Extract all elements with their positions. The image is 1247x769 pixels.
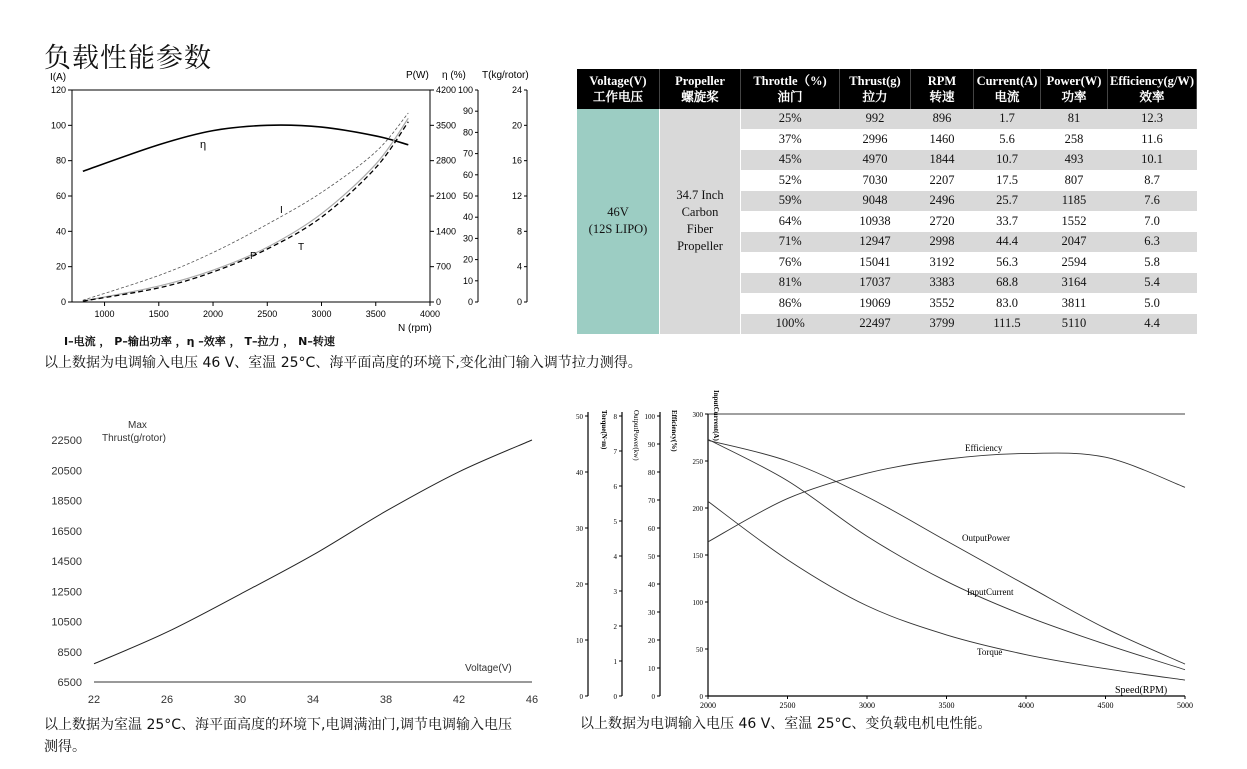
chart2-x-label: Voltage(V) — [465, 663, 512, 674]
table-cell: 10938 — [840, 211, 911, 232]
chart1-x-label: N (rpm) — [398, 323, 432, 334]
chart1-y-t-label: 0 — [516, 297, 522, 307]
table-cell: 17037 — [840, 273, 911, 294]
chart1-x-tick-label: 3500 — [365, 309, 386, 319]
chart3-eff-label: 50 — [648, 553, 655, 561]
chart1-y-left-label: 60 — [55, 191, 66, 201]
chart3-current-label: 50 — [696, 646, 703, 654]
chart1-axes — [72, 90, 527, 302]
table-cell: 992 — [840, 109, 911, 129]
chart3-power-label: 0 — [613, 693, 617, 701]
chart3-power-label: 6 — [613, 483, 617, 491]
table-header-cell: Current(A) 电流 — [974, 69, 1041, 109]
chart1-x-tick-label: 2000 — [203, 309, 224, 319]
table-cell: 15041 — [840, 252, 911, 273]
chart2-y-tick-label: 10500 — [51, 616, 82, 629]
chart3-power-label: 5 — [613, 518, 617, 526]
table-cell: 83.0 — [974, 293, 1041, 314]
table-cell: 5.6 — [974, 129, 1041, 150]
table-cell: 258 — [1041, 129, 1108, 150]
table-cell: 4970 — [840, 150, 911, 171]
load-performance-chart — [40, 66, 570, 346]
chart2-y-tick-label: 18500 — [51, 495, 82, 508]
chart1-i-line — [83, 113, 408, 300]
table-cell: 3799 — [911, 314, 974, 335]
chart3-power-label: 3 — [613, 588, 617, 596]
voltage-thrust-chart — [40, 412, 550, 710]
table-cell: 52% — [741, 170, 840, 191]
table-cell: 3552 — [911, 293, 974, 314]
chart3-x-label: Speed(RPM) — [1115, 685, 1168, 696]
chart3-eff-label: 90 — [648, 441, 655, 449]
chart1-y-eta-label: 80 — [462, 127, 473, 138]
chart3-eff-label: 70 — [648, 497, 655, 505]
chart1-y-left-label: 40 — [55, 226, 66, 237]
chart1-x-tick-label: 4000 — [419, 309, 441, 319]
chart3-current-label: 250 — [692, 458, 703, 466]
chart2-y-tick-label: 14500 — [51, 556, 82, 568]
chart1-i-curve-label: I — [280, 205, 283, 216]
chart2-y-tick-label: 16500 — [51, 525, 82, 538]
chart1-y-eta-label: 30 — [462, 233, 473, 244]
chart3-eff-label: 80 — [648, 469, 655, 477]
chart1-y-eta-label: 90 — [462, 106, 473, 117]
table-cell: 10.7 — [974, 150, 1041, 171]
table-cell: 2047 — [1041, 232, 1108, 253]
chart3-torque-line — [708, 501, 1185, 680]
chart3-torque-label: 50 — [576, 413, 583, 421]
chart3-current-label: 0 — [699, 693, 703, 701]
chart2-y-title-1: Max — [128, 420, 147, 431]
chart1-y-eta-label: 70 — [462, 148, 473, 159]
table-cell: 3164 — [1041, 273, 1108, 294]
note-load-test: 以上数据为电调输入电压 46 V、室温 25°C、变负载电机电性能。 — [580, 716, 992, 732]
page-title: 负载性能参数 — [44, 43, 212, 74]
table-cell: 45% — [741, 150, 840, 171]
chart1-x-tick-label: 1000 — [94, 309, 115, 319]
chart3-eff-label: 20 — [648, 637, 655, 645]
chart3-power-label: 4 — [613, 553, 617, 561]
chart2-x-tick-label: 46 — [525, 694, 539, 706]
table-cell: 25.7 — [974, 191, 1041, 212]
chart2-x-tick-label: 22 — [87, 694, 101, 706]
table-cell: 19069 — [840, 293, 911, 314]
chart3-power-label: 2 — [613, 623, 617, 631]
chart3-outputpower-label: OutputPower — [962, 533, 1010, 543]
table-cell: 2720 — [911, 211, 974, 232]
chart3-eff-label: 100 — [644, 413, 655, 421]
chart1-y-p-label: 2100 — [436, 191, 457, 201]
chart1-legend: I–电流 ， P–输出功率 ，η –效率 ， T–拉力 ， N–转速 — [64, 335, 335, 348]
propeller-cell: 34.7 Inch Carbon Fiber Propeller — [660, 109, 741, 334]
chart2-y-tick-label: 20500 — [51, 465, 82, 478]
chart1-y-eta-label: 50 — [462, 191, 473, 201]
chart1-eta-line — [83, 125, 408, 171]
chart1-p-curve-label: P — [250, 251, 257, 262]
chart2-thrust-line — [94, 440, 532, 664]
chart1-t-curve-label: T — [298, 242, 305, 253]
table-cell: 81 — [1041, 109, 1108, 129]
chart1-y-eta-label: 60 — [462, 169, 473, 180]
chart1-eta-curve-label: η — [200, 139, 207, 151]
motor-speed-chart — [572, 388, 1200, 712]
chart3-eff-label: 30 — [648, 609, 655, 617]
table-cell: 68.8 — [974, 273, 1041, 294]
chart3-eff-title: Efficiency(%) — [670, 410, 678, 452]
chart1-p-line — [83, 118, 408, 301]
chart3-efficiency-label: Efficiency — [965, 443, 1003, 453]
table-cell: 8.7 — [1108, 170, 1197, 191]
table-cell: 11.6 — [1108, 129, 1197, 150]
chart3-power-title: OutputPower(kw) — [632, 410, 640, 461]
table-header-cell: Propeller 螺旋桨 — [660, 69, 741, 109]
table-cell: 33.7 — [974, 211, 1041, 232]
chart3-x-tick-label: 2000 — [700, 701, 716, 710]
chart1-y-left-label: 0 — [60, 297, 66, 307]
table-cell: 71% — [741, 232, 840, 253]
table-cell: 22497 — [840, 314, 911, 335]
chart2-y-tick-label: 8500 — [57, 646, 82, 659]
table-header-cell: Thrust(g) 拉力 — [840, 69, 911, 109]
chart1-y-p-label: P(W) — [406, 70, 429, 81]
table-cell: 2996 — [840, 129, 911, 150]
chart3-torque-label: 30 — [576, 525, 583, 533]
note-voltage-test-line1: 以上数据为室温 25°C、海平面高度的环境下,电调满油门,调节电调输入电压 — [44, 717, 512, 733]
chart3-eff-label: 10 — [648, 665, 655, 673]
chart3-current-title: InputCurrent(A) — [712, 390, 720, 441]
table-cell: 7.0 — [1108, 211, 1197, 232]
chart1-y-eta-label: 10 — [462, 275, 473, 286]
chart3-x-tick-label: 2500 — [779, 701, 796, 710]
chart1-y-left-label: 120 — [50, 85, 66, 95]
chart3-torque-label: 0 — [579, 693, 583, 701]
table-cell: 5.0 — [1108, 293, 1197, 314]
chart2-x-tick-label: 26 — [160, 694, 174, 706]
chart3-inputcurrent-label: InputCurrent — [967, 587, 1014, 597]
chart3-current-label: 300 — [692, 411, 703, 419]
chart1-y-p-label: 3500 — [436, 120, 457, 131]
chart1-y-p-label: 2800 — [436, 155, 457, 166]
chart2-x-tick-label: 38 — [379, 694, 393, 706]
chart2-x-tick-label: 30 — [233, 694, 247, 706]
chart2-x-tick-label: 34 — [306, 694, 320, 706]
spec-table — [577, 69, 1197, 335]
table-cell: 5110 — [1041, 314, 1108, 335]
chart1-y-t-label: 16 — [511, 155, 522, 166]
table-cell: 896 — [911, 109, 974, 129]
table-cell: 10.1 — [1108, 150, 1197, 171]
table-cell: 59% — [741, 191, 840, 212]
chart2-y-tick-label: 22500 — [51, 435, 82, 447]
table-header-cell: Throttle（%) 油门 — [741, 69, 840, 109]
table-header-cell: Power(W) 功率 — [1041, 69, 1108, 109]
chart1-y-p-label: 700 — [436, 261, 452, 272]
table-header-row — [577, 69, 1197, 109]
table-cell: 2998 — [911, 232, 974, 253]
table-cell: 81% — [741, 273, 840, 294]
table-cell: 56.3 — [974, 252, 1041, 273]
table-cell: 1844 — [911, 150, 974, 171]
chart1-x-tick-label: 2500 — [257, 309, 278, 319]
chart3-efficiency-line — [708, 453, 1185, 542]
chart1-x-tick-label: 1500 — [148, 309, 169, 319]
chart3-current-label: 150 — [692, 552, 703, 560]
chart3-x-tick-label: 3500 — [938, 701, 955, 710]
chart3-power-label: 1 — [613, 658, 617, 666]
table-cell: 17.5 — [974, 170, 1041, 191]
chart3-current-label: 100 — [692, 599, 703, 607]
table-cell: 2594 — [1041, 252, 1108, 273]
chart1-y-p-label: 1400 — [436, 226, 457, 237]
chart1-y-t-label: 8 — [516, 226, 522, 237]
table-header-cell: Voltage(V) 工作电压 — [577, 69, 660, 109]
table-cell: 12.3 — [1108, 109, 1197, 129]
chart1-y-eta-label: η (%) — [442, 70, 466, 81]
table-cell: 2496 — [911, 191, 974, 212]
chart3-axes — [588, 412, 1185, 696]
chart1-y-t-label: T(kg/rotor) — [482, 70, 529, 81]
chart1-y-t-label: 24 — [511, 85, 522, 95]
chart1-y-t-label: 20 — [511, 120, 522, 131]
chart2-x-tick-label: 42 — [452, 694, 466, 706]
table-cell: 7030 — [840, 170, 911, 191]
chart2-y-tick-label: 12500 — [51, 586, 82, 599]
table-cell: 76% — [741, 252, 840, 273]
table-cell: 5.8 — [1108, 252, 1197, 273]
chart3-torque-title: Torque(N·m) — [600, 410, 608, 450]
table-cell: 1552 — [1041, 211, 1108, 232]
chart1-y-eta-label: 40 — [462, 212, 473, 223]
table-cell: 7.6 — [1108, 191, 1197, 212]
chart1-y-t-label: 4 — [516, 261, 522, 272]
table-header-cell: RPM 转速 — [911, 69, 974, 109]
table-cell: 807 — [1041, 170, 1108, 191]
table-cell: 12947 — [840, 232, 911, 253]
chart1-y-left-label: I(A) — [50, 72, 67, 83]
chart3-x-tick-label: 4500 — [1097, 701, 1114, 710]
chart3-eff-label: 60 — [648, 525, 655, 533]
chart3-x-tick-label: 5000 — [1177, 701, 1193, 710]
table-cell: 3192 — [911, 252, 974, 273]
chart3-torque-label: 20 — [576, 581, 583, 589]
table-cell: 44.4 — [974, 232, 1041, 253]
chart1-t-line — [83, 122, 408, 301]
chart1-y-t-label: 12 — [511, 191, 522, 201]
chart1-y-eta-label: 0 — [467, 297, 473, 307]
chart3-x-tick-label: 3000 — [859, 701, 875, 710]
chart3-torque-label: Torque — [977, 647, 1003, 657]
chart3-current-label: 200 — [692, 505, 703, 513]
chart1-y-left-label: 20 — [55, 261, 66, 272]
table-cell: 1.7 — [974, 109, 1041, 129]
note-voltage-test-line2: 测得。 — [44, 739, 86, 755]
table-cell: 111.5 — [974, 314, 1041, 335]
chart3-power-label: 8 — [613, 413, 617, 421]
chart3-power-label: 7 — [613, 448, 617, 456]
table-cell: 9048 — [840, 191, 911, 212]
chart3-x-tick-label: 4000 — [1018, 701, 1034, 710]
table-cell: 5.4 — [1108, 273, 1197, 294]
table-cell: 2207 — [911, 170, 974, 191]
chart1-y-eta-label: 20 — [462, 254, 473, 265]
table-cell: 25% — [741, 109, 840, 129]
table-cell: 6.3 — [1108, 232, 1197, 253]
table-cell: 1185 — [1041, 191, 1108, 212]
chart1-y-left-label: 80 — [55, 155, 66, 166]
table-cell: 64% — [741, 211, 840, 232]
chart1-y-p-label: 0 — [436, 297, 442, 307]
note-throttle-test: 以上数据为电调输入电压 46 V、室温 25°C、海平面高度的环境下,变化油门输入调节拉力测得。 — [44, 355, 642, 371]
table-cell: 37% — [741, 129, 840, 150]
voltage-cell: 46V (12S LIPO) — [577, 109, 660, 334]
chart3-eff-label: 40 — [648, 581, 655, 589]
table-header-cell: Efficiency(g/W) 效率 — [1108, 69, 1197, 109]
chart1-y-p-label: 4200 — [436, 85, 457, 95]
table-cell: 100% — [741, 314, 840, 335]
chart3-eff-label: 0 — [651, 693, 655, 701]
chart3-torque-label: 10 — [576, 637, 583, 645]
table-cell: 3811 — [1041, 293, 1108, 314]
chart1-y-left-label: 100 — [50, 120, 66, 131]
chart1-y-eta-label: 100 — [457, 85, 473, 95]
table-cell: 493 — [1041, 150, 1108, 171]
chart1-x-tick-label: 3000 — [311, 309, 332, 319]
table-row — [577, 109, 1197, 129]
table-cell: 3383 — [911, 273, 974, 294]
table-cell: 1460 — [911, 129, 974, 150]
table-cell: 4.4 — [1108, 314, 1197, 335]
chart3-torque-label: 40 — [576, 469, 583, 477]
chart2-y-title-2: Thrust(g/rotor) — [102, 433, 166, 444]
chart3-outputpower-line — [708, 440, 1185, 664]
table-cell: 86% — [741, 293, 840, 314]
chart2-y-tick-label: 6500 — [57, 677, 82, 689]
